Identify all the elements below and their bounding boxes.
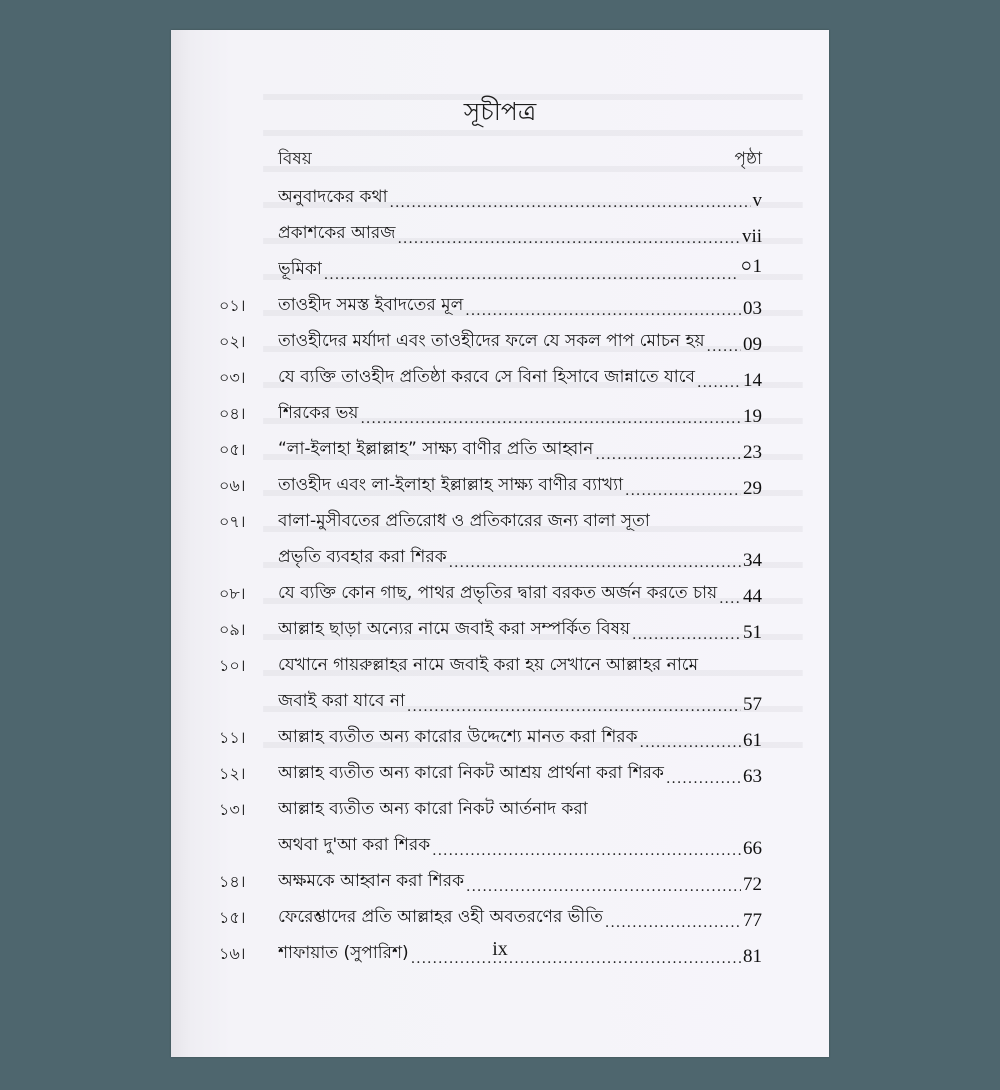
entry-body [278, 652, 762, 680]
entry-page-number: 77 [743, 910, 762, 931]
entry-body [278, 904, 762, 932]
toc-entry [219, 572, 762, 608]
entry-title: “লা-ইলাহা ইল্লাল্লাহ” সাক্ষ্য বাণীর প্রতি আহ্বান [278, 439, 594, 459]
entry-title: শাফায়াত (সুপারিশ) [278, 943, 409, 963]
chapter-number: ০৬। [219, 476, 246, 495]
entry-title: ফেরেশ্তাদের প্রতি আল্লাহর ওহী অবতরণের ভীতি [278, 907, 603, 927]
dot-leader [632, 627, 741, 644]
chapter-number: ১৫। [219, 908, 246, 927]
toc-entry [219, 860, 762, 896]
entry-page-number: 23 [743, 442, 762, 463]
chapter-number: ১৩। [219, 800, 246, 819]
entry-page-number: 29 [743, 478, 762, 499]
entry-page-number: 51 [743, 622, 762, 643]
entry-page-number: 19 [743, 406, 762, 427]
dot-leader [605, 915, 741, 932]
chapter-number: ১৬। [219, 944, 246, 963]
toc-entry [219, 896, 762, 932]
toc-entry [219, 392, 762, 428]
dot-leader [407, 699, 741, 716]
dot-leader [719, 591, 741, 608]
entry-title: যে ব্যক্তি তাওহীদ প্রতিষ্ঠা করবে সে বিনা হিসাবে জান্নাতে যাবে [278, 367, 696, 387]
toc-entry [219, 680, 762, 716]
chapter-number: ০৭। [219, 512, 246, 531]
chapter-number: ০৮। [219, 584, 246, 603]
toc-entry [219, 356, 762, 392]
chapter-number: ০৯। [219, 620, 246, 639]
entry-title: অথবা দু'আ করা শিরক [278, 835, 431, 855]
entry-page-number: ০1 [740, 256, 762, 277]
entry-page-number: vii [741, 226, 762, 247]
subject-column-header: বিষয় [278, 149, 312, 169]
entry-body [278, 544, 762, 572]
toc-entry [219, 608, 762, 644]
entry-title: তাওহীদ এবং লা-ইলাহা ইল্লাল্লাহ সাক্ষ্য বাণীর ব্যাখ্যা [278, 475, 623, 495]
entry-page-number: 61 [743, 730, 762, 751]
entry-title: যে ব্যক্তি কোন গাছ, পাথর প্রভৃতির দ্বারা বরকত অর্জন করতে চায় [278, 583, 718, 603]
entry-title: আল্লাহ ব্যতীত অন্য কারো নিকট আর্তনাদ করা [278, 799, 588, 819]
page-column-header: পৃষ্ঠা [734, 149, 762, 169]
toc-entry [219, 752, 762, 788]
toc-entry [219, 536, 762, 572]
entry-body [278, 184, 762, 212]
chapter-number: ১২। [219, 764, 246, 783]
entry-body [278, 436, 762, 464]
dot-leader [465, 303, 741, 320]
entry-page-number: 03 [743, 298, 762, 319]
entry-body [278, 292, 762, 320]
entry-body [278, 724, 762, 752]
entry-body [278, 252, 762, 284]
page-title: সূচীপত্র [463, 97, 537, 126]
entry-body [278, 220, 762, 248]
toc-entry [219, 284, 762, 320]
entry-title: ভূমিকা [278, 259, 322, 279]
entry-title: প্রভৃতি ব্যবহার করা শিরক [278, 547, 447, 567]
entry-body [278, 832, 762, 860]
dot-leader [449, 555, 741, 572]
toc-entry [219, 464, 762, 500]
dot-leader [432, 843, 741, 860]
chapter-number: ১৪। [219, 872, 246, 891]
toc-entry [219, 824, 762, 860]
entry-page-number: 66 [743, 838, 762, 859]
chapter-number: ০৩। [219, 368, 246, 387]
toc-entry [219, 176, 762, 212]
entry-body [278, 688, 762, 716]
dot-leader [640, 735, 741, 752]
entry-title: অনুবাদকের কথা [278, 187, 388, 207]
entry-title: অক্ষমকে আহ্বান করা শিরক [278, 871, 464, 891]
toc-entry [219, 644, 762, 680]
entry-page-number: v [752, 190, 762, 211]
toc-entry [219, 428, 762, 464]
entry-page-number: 72 [743, 874, 762, 895]
table-of-contents [219, 176, 762, 968]
chapter-number: ০২। [219, 332, 246, 351]
entry-page-number: 14 [743, 370, 762, 391]
chapter-number: ১১। [219, 728, 246, 747]
dot-leader [625, 483, 741, 500]
toc-entry [219, 248, 762, 284]
toc-entry [219, 788, 762, 824]
toc-entry [219, 320, 762, 356]
entry-page-number: 44 [743, 586, 762, 607]
entry-body [278, 472, 762, 500]
dot-leader [360, 411, 741, 428]
entry-body [278, 868, 762, 896]
book-page [171, 30, 829, 1057]
entry-body [278, 796, 762, 824]
entry-page-number: 34 [743, 550, 762, 571]
entry-title: শিরকের ভয় [278, 403, 359, 423]
entry-page-number: 63 [743, 766, 762, 787]
entry-body [278, 508, 762, 536]
toc-entry [219, 500, 762, 536]
entry-title: আল্লাহ ছাড়া অন্যের নামে জবাই করা সম্পর্কিত বিষয় [278, 619, 631, 639]
dot-leader [324, 267, 738, 284]
dot-leader [666, 771, 741, 788]
entry-page-number: 81 [743, 946, 762, 967]
entry-title: জবাই করা যাবে না [278, 691, 405, 711]
entry-body [278, 328, 762, 356]
dot-leader [466, 879, 741, 896]
toc-entry [219, 212, 762, 248]
entry-title: আল্লাহ ব্যতীত অন্য কারোর উদ্দেশ্যে মানত করা শিরক [278, 727, 638, 747]
dot-leader [595, 447, 741, 464]
entry-body [278, 760, 762, 788]
dot-leader [397, 231, 739, 248]
chapter-number: ০৫। [219, 440, 246, 459]
chapter-number: ১০। [219, 656, 246, 675]
entry-title: তাওহীদের মর্যাদা এবং তাওহীদের ফলে যে সকল পাপ মোচন হয় [278, 331, 705, 351]
entry-title: আল্লাহ ব্যতীত অন্য কারো নিকট আশ্রয় প্রার্থনা করা শিরক [278, 763, 664, 783]
entry-title: প্রকাশকের আরজ [278, 223, 396, 243]
entry-page-number: 09 [743, 334, 762, 355]
dot-leader [697, 375, 741, 392]
chapter-number: ০১। [219, 296, 246, 315]
entry-body [278, 580, 762, 608]
dot-leader [707, 339, 741, 356]
page-number: ix [492, 938, 508, 960]
entry-body [278, 400, 762, 428]
entry-body [278, 364, 762, 392]
dot-leader [390, 195, 751, 212]
chapter-number: ০৪। [219, 404, 246, 423]
toc-entry [219, 716, 762, 752]
entry-title: বালা-মুসীবতের প্রতিরোধ ও প্রতিকারের জন্য বালা সূতা [278, 511, 650, 531]
entry-title: তাওহীদ সমস্ত ইবাদতের মূল [278, 295, 464, 315]
entry-title: যেখানে গায়রুল্লাহর নামে জবাই করা হয় সেখানে আল্লাহর নামে [278, 655, 699, 675]
entry-page-number: 57 [743, 694, 762, 715]
entry-body [278, 616, 762, 644]
